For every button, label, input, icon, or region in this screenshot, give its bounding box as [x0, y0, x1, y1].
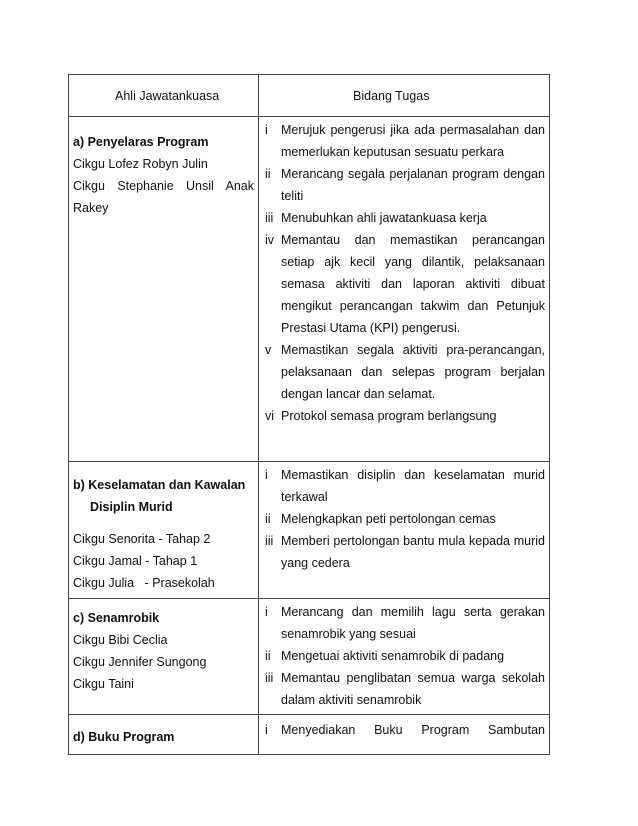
committee-table [68, 74, 550, 755]
task-item: i Merancang dan memilih lagu serta gerakan senamrobik yang sesuai [259, 601, 545, 645]
tasks-cell [259, 715, 550, 755]
member-name: Cikgu Julia - Prasekolah [73, 576, 215, 590]
task-text: Merancang dan memilih lagu serta gerakan senamrobik yang sesuai [281, 605, 545, 641]
task-item: iv Memantau dan memastikan perancangan setiap ajk kecil yang dilantik, pelaksanaan semasa aktiviti dan laporan aktiviti dibuat mengikut perancangan takwim dan Petunjuk Prestasi Utama (KPI) pengerusi. [259, 229, 545, 339]
task-text: Merujuk pengerusi jika ada permasalahan dan memerlukan keputusan sesuatu perkara [281, 123, 545, 159]
task-text: Merancang segala perjalanan program dengan teliti [281, 167, 545, 203]
task-text: Memastikan segala aktiviti pra-perancangan, pelaksanaan dan selepas program berjalan dengan lancar dan selamat. [281, 343, 545, 401]
header-ahli-jawatankuasa: Ahli Jawatankuasa [69, 75, 259, 117]
tasks-cell [259, 117, 550, 462]
task-item: iii Menubuhkan ahli jawatankuasa kerja [259, 207, 545, 229]
committee-heading: b) Keselamatan dan Kawalan Disiplin Murid [73, 478, 246, 514]
member-name: Cikgu Bibi Ceclia [73, 633, 168, 647]
task-text: Mengetuai aktiviti senamrobik di padang [281, 649, 505, 663]
committee-cell [69, 715, 259, 755]
committee-heading: a) Penyelaras Program [73, 135, 209, 149]
task-text: Menyediakan Buku Program Sambutan [281, 723, 545, 737]
task-item: ii Mengetuai aktiviti senamrobik di padang [259, 645, 545, 667]
tasks-cell [259, 599, 550, 715]
task-item: i Memastikan disiplin dan keselamatan murid terkawal [259, 464, 545, 508]
committee-cell [69, 117, 259, 462]
table-row [69, 715, 550, 755]
task-item: ii Merancang segala perjalanan program dengan teliti [259, 163, 545, 207]
task-text: Memastikan disiplin dan keselamatan murid terkawal [281, 468, 545, 504]
member-name: Rakey [73, 201, 109, 215]
member-name: Cikgu Taini [73, 677, 134, 691]
task-text: Menubuhkan ahli jawatankuasa kerja [281, 211, 487, 225]
table-row [69, 462, 550, 599]
task-item: iii Memberi pertolongan bantu mula kepada murid yang cedera [259, 530, 545, 574]
header-bidang-tugas: Bidang Tugas [259, 75, 550, 117]
table-row [69, 117, 550, 462]
member-name: Cikgu Senorita - Tahap 2 [73, 532, 211, 546]
member-name: Cikgu Jennifer Sungong [73, 655, 207, 669]
task-item: vi Protokol semasa program berlangsung [259, 405, 545, 427]
committee-heading: c) Senamrobik [73, 611, 160, 625]
task-item: iii Memantau penglibatan semua warga sekolah dalam aktiviti senamrobik [259, 667, 545, 711]
member-name: Cikgu Stephanie Unsil Anak [73, 179, 254, 193]
task-item: v Memastikan segala aktiviti pra-perancangan, pelaksanaan dan selepas program berjalan dengan lancar dan selamat. [259, 339, 545, 405]
committee-cell [69, 599, 259, 715]
committee-heading: d) Buku Program [73, 730, 175, 744]
table-row [69, 599, 550, 715]
member-name: Cikgu Jamal - Tahap 1 [73, 554, 198, 568]
committee-cell [69, 462, 259, 599]
task-item: ii Melengkapkan peti pertolongan cemas [259, 508, 545, 530]
task-text: Melengkapkan peti pertolongan cemas [281, 512, 496, 526]
task-item: i Merujuk pengerusi jika ada permasalahan dan memerlukan keputusan sesuatu perkara [259, 119, 545, 163]
task-item: i Menyediakan Buku Program Sambutan [259, 719, 545, 741]
task-text: Protokol semasa program berlangsung [281, 409, 497, 423]
task-text: Memberi pertolongan bantu mula kepada murid yang cedera [281, 534, 545, 570]
task-text: Memantau penglibatan semua warga sekolah dalam aktiviti senamrobik [281, 671, 545, 707]
table-header-row [69, 75, 550, 117]
member-name: Cikgu Lofez Robyn Julin [73, 157, 208, 171]
tasks-cell [259, 462, 550, 599]
task-text: Memantau dan memastikan perancangan setiap ajk kecil yang dilantik, pelaksanaan semasa aktiviti dan laporan aktiviti dibuat mengikut perancangan takwim dan Petunjuk Prestasi Utama (KPI) pengerusi. [281, 233, 545, 335]
